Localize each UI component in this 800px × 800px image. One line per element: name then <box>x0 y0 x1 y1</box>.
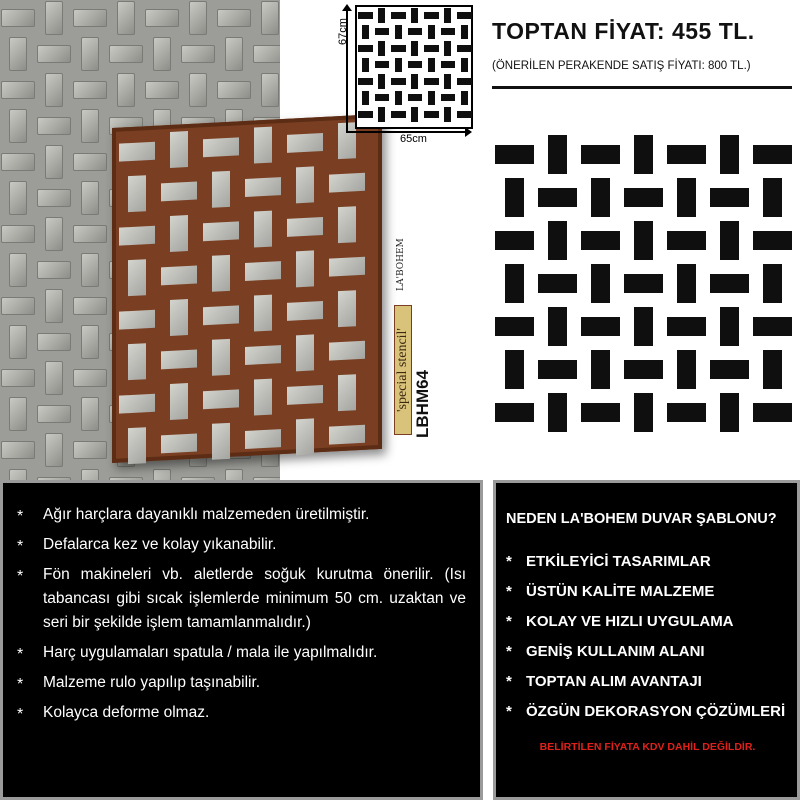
why-item-text: ÖZGÜN DEKORASYON ÇÖZÜMLERİ <box>526 703 786 720</box>
wall-stone <box>45 73 63 107</box>
pattern-block <box>457 111 472 118</box>
wall-stone <box>45 361 63 395</box>
pattern-block <box>254 379 272 416</box>
wall-stone <box>117 1 135 35</box>
pattern-block <box>203 137 239 157</box>
pattern-block <box>667 403 706 422</box>
wall-stone <box>1 9 35 27</box>
pattern-block <box>119 309 155 329</box>
pattern-block <box>329 340 365 360</box>
why-item <box>506 611 789 633</box>
pattern-block <box>362 58 369 73</box>
pattern-block <box>395 58 402 73</box>
wall-stone <box>37 261 71 279</box>
why-list <box>506 551 789 723</box>
pattern-block <box>395 91 402 106</box>
wall-stone <box>81 397 99 431</box>
pattern-block <box>624 360 663 379</box>
wall-stone <box>81 325 99 359</box>
pattern-block <box>634 221 653 260</box>
why-item <box>506 701 789 723</box>
why-item <box>506 671 789 693</box>
pattern-block <box>428 91 435 106</box>
pattern-block <box>170 131 188 168</box>
pattern-block <box>375 61 390 68</box>
pattern-block <box>338 374 356 411</box>
why-box <box>493 480 800 800</box>
bullet-icon: * <box>506 703 512 720</box>
retail-price-note: (ÖNERİLEN PERAKENDE SATIŞ FİYATI: 800 TL.) <box>492 60 751 72</box>
wall-stone <box>37 333 71 351</box>
pattern-block <box>378 74 385 89</box>
pattern-block <box>287 217 323 237</box>
wall-stone <box>81 109 99 143</box>
pattern-block <box>362 91 369 106</box>
wall-stone <box>145 81 179 99</box>
pattern-block <box>203 221 239 241</box>
feature-item <box>15 563 466 635</box>
wholesale-price: TOPTAN FİYAT: 455 TL. <box>492 18 755 44</box>
pattern-block <box>581 145 620 164</box>
pattern-block <box>395 25 402 40</box>
pattern-block <box>495 317 534 336</box>
wall-stone <box>45 433 63 467</box>
pattern-block <box>763 350 782 389</box>
pattern-block <box>296 334 314 371</box>
pattern-block <box>441 28 456 35</box>
pattern-block <box>634 393 653 432</box>
pattern-block <box>444 107 451 122</box>
wall-stone <box>9 253 27 287</box>
pattern-block <box>170 215 188 252</box>
pattern-block <box>667 317 706 336</box>
pattern-block <box>763 178 782 217</box>
pattern-block <box>329 256 365 276</box>
pattern-block <box>505 178 524 217</box>
pattern-block <box>424 78 439 85</box>
pattern-block <box>677 264 696 303</box>
pattern-block <box>128 175 146 212</box>
bullet-icon: * <box>17 568 24 585</box>
pattern-block <box>391 45 406 52</box>
pattern-block <box>212 255 230 292</box>
pattern-block <box>212 171 230 208</box>
wall-stone <box>1 81 35 99</box>
wall-stone <box>261 1 279 35</box>
wall-stone <box>81 469 99 480</box>
pattern-block <box>358 111 373 118</box>
pattern-block <box>245 429 281 449</box>
pattern-block <box>548 307 567 346</box>
pattern-block <box>119 393 155 413</box>
pattern-block <box>591 350 610 389</box>
wall-stone <box>117 73 135 107</box>
pattern-block <box>161 181 197 201</box>
wall-stone <box>81 181 99 215</box>
pattern-block <box>408 28 423 35</box>
wall-stone <box>217 9 251 27</box>
pattern-block <box>161 265 197 285</box>
pattern-block <box>128 343 146 380</box>
feature-text: Defalarca kez ve kolay yıkanabilir. <box>43 536 277 553</box>
pattern-block <box>287 301 323 321</box>
wall-stone <box>81 37 99 71</box>
pattern-block <box>338 206 356 243</box>
wall-stone <box>153 469 171 480</box>
pattern-block <box>461 58 468 73</box>
wall-stone <box>37 189 71 207</box>
wall-stone <box>37 117 71 135</box>
wall-stone <box>37 405 71 423</box>
pattern-block <box>391 12 406 19</box>
pattern-block <box>408 61 423 68</box>
pattern-block <box>667 231 706 250</box>
wall-stone <box>73 225 107 243</box>
bullet-icon: * <box>506 553 512 570</box>
why-item-text: KOLAY VE HIZLI UYGULAMA <box>526 613 734 630</box>
feature-item <box>15 503 466 527</box>
pattern-block <box>538 360 577 379</box>
pattern-block <box>254 127 272 164</box>
wall-stone <box>45 145 63 179</box>
pattern-block <box>358 78 373 85</box>
pattern-block <box>634 307 653 346</box>
wall-stone <box>189 73 207 107</box>
pattern-block <box>591 264 610 303</box>
pattern-block <box>538 274 577 293</box>
pattern-block <box>378 107 385 122</box>
bullet-icon: * <box>17 676 24 693</box>
pattern-block <box>677 350 696 389</box>
wall-stone <box>1 441 35 459</box>
pattern-block <box>287 133 323 153</box>
pattern-block <box>362 25 369 40</box>
wall-stone <box>9 397 27 431</box>
features-box <box>0 480 483 800</box>
pattern-block <box>245 261 281 281</box>
wall-stone <box>181 45 215 63</box>
pattern-block <box>591 178 610 217</box>
why-title: NEDEN LA'BOHEM DUVAR ŞABLONU? <box>506 511 777 527</box>
wall-stone <box>145 9 179 27</box>
feature-item <box>15 533 466 557</box>
bullet-icon: * <box>506 643 512 660</box>
pattern-block <box>161 349 197 369</box>
why-item <box>506 641 789 663</box>
pattern-block <box>296 166 314 203</box>
pattern-block <box>505 264 524 303</box>
pattern-block <box>461 91 468 106</box>
bullet-icon: * <box>506 613 512 630</box>
pattern-block <box>375 94 390 101</box>
pattern-block <box>128 259 146 296</box>
stencil-panel <box>112 114 382 463</box>
pattern-block <box>375 28 390 35</box>
wall-stone <box>73 153 107 171</box>
pattern-block <box>203 305 239 325</box>
wall-stone <box>153 37 171 71</box>
special-stencil-label: 'special stencil' <box>394 305 412 435</box>
pattern-block <box>763 264 782 303</box>
pattern-block <box>581 317 620 336</box>
pattern-block <box>624 188 663 207</box>
pattern-block <box>212 339 230 376</box>
pattern-block <box>634 135 653 174</box>
pattern-block <box>378 8 385 23</box>
pattern-block <box>287 385 323 405</box>
pattern-block <box>441 94 456 101</box>
pattern-block <box>128 427 146 464</box>
bullet-icon: * <box>17 538 24 555</box>
pattern-block <box>391 111 406 118</box>
pattern-block <box>461 25 468 40</box>
pattern-block <box>581 231 620 250</box>
pattern-block <box>428 58 435 73</box>
pattern-block <box>411 41 418 56</box>
wall-stone <box>9 325 27 359</box>
bullet-icon: * <box>17 508 24 525</box>
why-item-text: TOPTAN ALIM AVANTAJI <box>526 673 702 690</box>
feature-text: Kolayca deforme olmaz. <box>43 704 210 721</box>
wall-stone <box>37 45 71 63</box>
pattern-block <box>495 145 534 164</box>
pattern-block <box>444 74 451 89</box>
pattern-block <box>581 403 620 422</box>
pattern-block <box>710 188 749 207</box>
pattern-block <box>424 45 439 52</box>
wall-stone <box>1 225 35 243</box>
pattern-block <box>505 350 524 389</box>
wall-stone <box>45 289 63 323</box>
pattern-block <box>710 274 749 293</box>
wall-stone <box>189 1 207 35</box>
pattern-block <box>161 433 197 453</box>
pattern-block <box>245 177 281 197</box>
pattern-block <box>624 274 663 293</box>
wall-stone <box>9 37 27 71</box>
pattern-block <box>411 107 418 122</box>
feature-text: Harç uygulamaları spatula / mala ile yapılmalıdır. <box>43 644 378 661</box>
pattern-block <box>441 61 456 68</box>
wall-stone <box>1 369 35 387</box>
pattern-thumbnail <box>355 5 473 129</box>
why-item <box>506 581 789 603</box>
product-code: LBHM64 <box>413 369 432 438</box>
pattern-block <box>296 250 314 287</box>
pattern-block <box>548 135 567 174</box>
pattern-block <box>753 231 792 250</box>
why-item-text: ETKİLEYİCİ TASARIMLAR <box>526 553 711 570</box>
wall-stone <box>109 45 143 63</box>
stencil-pattern <box>493 133 793 438</box>
why-item <box>506 551 789 573</box>
pattern-block <box>408 94 423 101</box>
pattern-block <box>254 211 272 248</box>
pattern-block <box>457 12 472 19</box>
pattern-block <box>329 172 365 192</box>
feature-text: Fön makineleri vb. aletlerde soğuk kurutma önerilir. (Isı tabancası gibi sıcak işlemlerde minimum 50 cm. uzaktan ve seri bir şekilde işlem tamamlanmalıdır.) <box>43 566 466 631</box>
pattern-block <box>538 188 577 207</box>
pattern-block <box>548 393 567 432</box>
wall-stone <box>73 9 107 27</box>
wall-stone <box>225 37 243 71</box>
pattern-block <box>391 78 406 85</box>
bullet-icon: * <box>506 673 512 690</box>
wall-stone <box>45 1 63 35</box>
pattern-block <box>212 423 230 460</box>
pattern-block <box>411 8 418 23</box>
bullet-icon: * <box>17 706 24 723</box>
feature-text: Ağır harçlara dayanıklı malzemeden üretilmiştir. <box>43 506 370 523</box>
pattern-block <box>753 145 792 164</box>
pattern-block <box>720 135 739 174</box>
width-dimension: 65cm <box>400 133 427 145</box>
pattern-block <box>457 45 472 52</box>
vat-note: BELİRTİLEN FİYATA KDV DAHİL DEĞİLDİR. <box>539 741 756 753</box>
pattern-block <box>338 290 356 327</box>
pattern-block <box>378 41 385 56</box>
feature-item <box>15 641 466 665</box>
bullet-icon: * <box>17 646 24 663</box>
pattern-block <box>667 145 706 164</box>
pattern-block <box>119 225 155 245</box>
pattern-block <box>411 74 418 89</box>
brand-label: LA'BOHEM <box>396 238 406 292</box>
pattern-block <box>495 231 534 250</box>
wall-stone <box>9 181 27 215</box>
feature-item <box>15 671 466 695</box>
wall-stone <box>73 81 107 99</box>
pattern-block <box>170 299 188 336</box>
wall-stone <box>9 469 27 480</box>
pattern-block <box>170 383 188 420</box>
pattern-block <box>753 317 792 336</box>
wall-stone <box>73 369 107 387</box>
features-list <box>15 503 466 725</box>
wall-stone <box>73 441 107 459</box>
wall-stone <box>73 297 107 315</box>
pattern-block <box>710 360 749 379</box>
pattern-block <box>358 12 373 19</box>
pattern-block <box>677 178 696 217</box>
pattern-block <box>424 111 439 118</box>
feature-text: Malzeme rulo yapılıp taşınabilir. <box>43 674 261 691</box>
wall-stone <box>225 469 243 480</box>
pattern-block <box>548 221 567 260</box>
pattern-block <box>720 221 739 260</box>
pattern-block <box>424 12 439 19</box>
wall-stone <box>261 73 279 107</box>
pattern-block <box>245 345 281 365</box>
wall-stone <box>1 153 35 171</box>
pattern-block <box>254 295 272 332</box>
pattern-block <box>444 8 451 23</box>
bullet-icon: * <box>506 583 512 600</box>
wall-stone <box>1 297 35 315</box>
wall-stone <box>9 109 27 143</box>
wall-stone <box>253 45 280 63</box>
wall-stone <box>217 81 251 99</box>
pattern-block <box>753 403 792 422</box>
pattern-block <box>203 389 239 409</box>
feature-item <box>15 701 466 725</box>
why-item-text: ÜSTÜN KALİTE MALZEME <box>526 583 715 600</box>
divider <box>492 86 792 89</box>
wall-stone <box>81 253 99 287</box>
pattern-block <box>119 141 155 161</box>
pattern-block <box>358 45 373 52</box>
pattern-block <box>444 41 451 56</box>
pattern-block <box>720 307 739 346</box>
pattern-block <box>720 393 739 432</box>
pattern-block <box>428 25 435 40</box>
pattern-block <box>329 424 365 444</box>
height-dimension: 67cm <box>337 18 349 45</box>
why-item-text: GENİŞ KULLANIM ALANI <box>526 643 705 660</box>
pattern-block <box>296 418 314 455</box>
wall-stone <box>45 217 63 251</box>
pattern-block <box>457 78 472 85</box>
pattern-block <box>495 403 534 422</box>
